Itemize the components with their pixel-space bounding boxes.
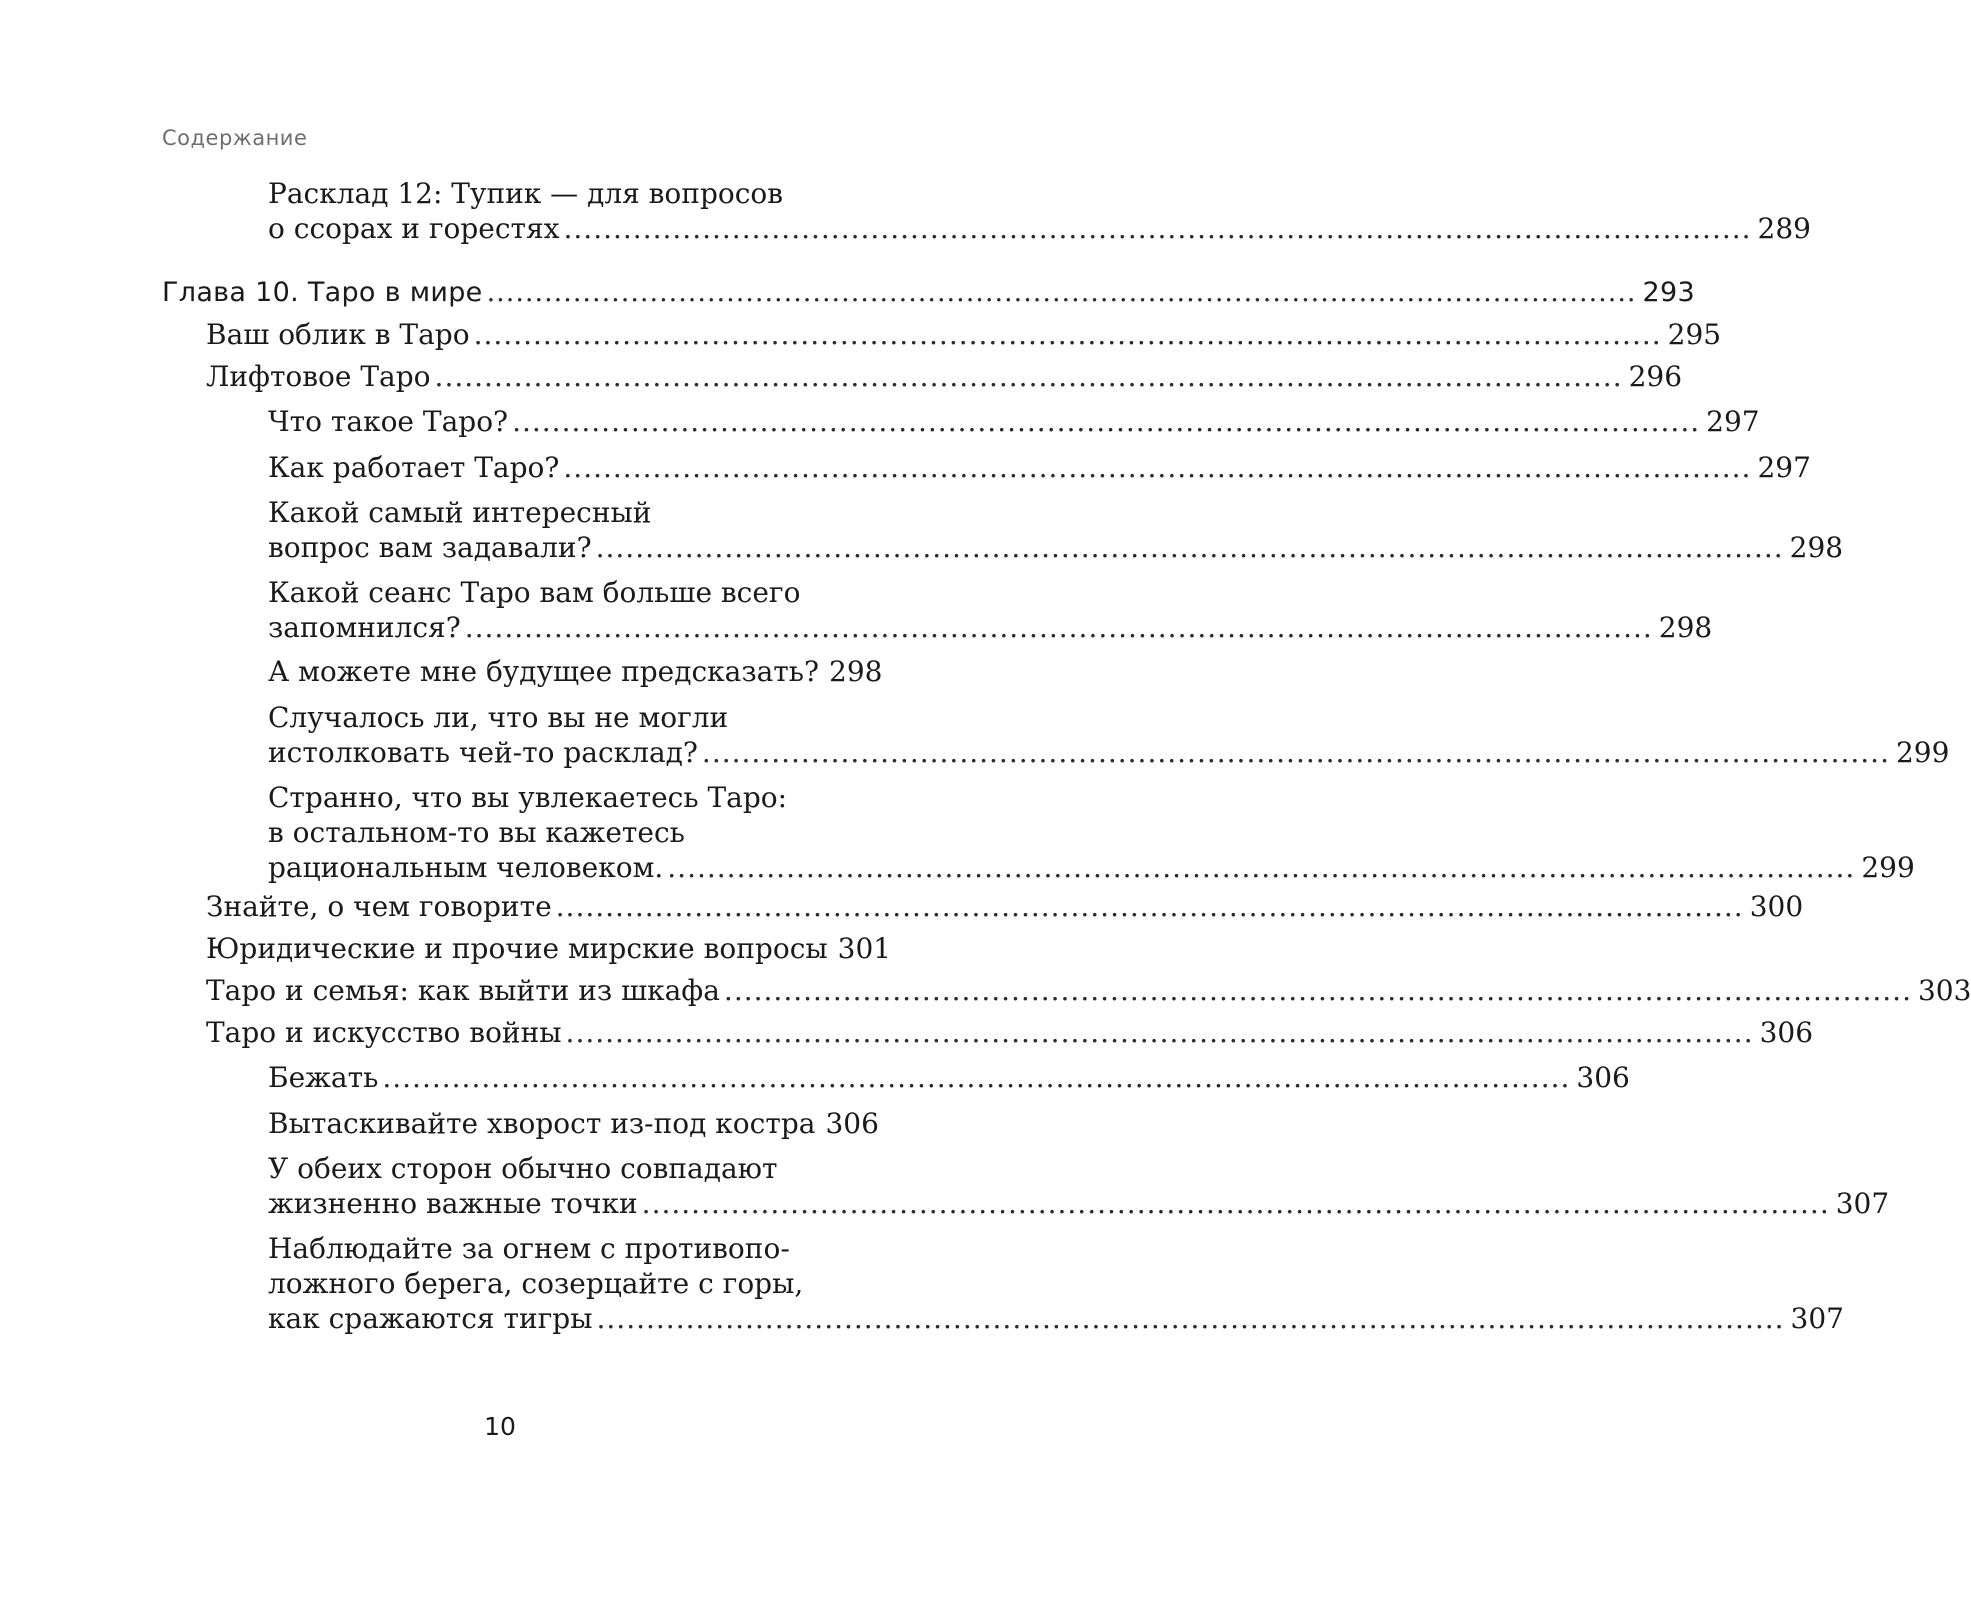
toc-page-number: 295	[1667, 318, 1722, 351]
dot-leader: ........................................................................................................................	[434, 360, 1623, 393]
toc-page-number: 297	[1757, 451, 1811, 484]
toc-entry-title: Таро и семья: как выйти из шкафа	[206, 974, 720, 1007]
toc-entry-title: Юридические и прочие мирские вопросы	[206, 932, 828, 965]
toc-entry-last-line	[268, 211, 1811, 246]
dot-leader: ........................................................................................................................	[563, 451, 1752, 484]
toc-entry-last-line	[268, 450, 1811, 485]
toc-page-number: 299	[1895, 736, 1950, 769]
toc-page-number: 298	[1658, 611, 1713, 644]
toc-entry-title: Знайте, о чем говорите	[206, 890, 552, 923]
toc-entry	[268, 450, 1811, 485]
page-number: 10	[484, 1412, 516, 1441]
toc-entry-title: Ваш облик в Таро	[206, 318, 470, 351]
toc-entry-title: Лифтовое Таро	[206, 360, 431, 393]
toc-entry-last-line	[268, 610, 1713, 645]
toc-entry	[268, 404, 1760, 439]
toc-page-number: 289	[1757, 212, 1811, 245]
dot-leader: ........................................................................................................................	[464, 611, 1653, 644]
toc-entry-line: в остальном-то вы кажетесь	[268, 816, 685, 849]
toc-entry	[206, 1015, 1814, 1050]
toc-entry-last-line	[268, 1186, 1890, 1221]
toc-chapter-entry	[162, 275, 1695, 310]
toc-page-number: 301	[837, 932, 892, 965]
toc-entry-last-line	[268, 654, 883, 689]
toc-entry	[206, 359, 1683, 394]
toc-entry-line: У обеих сторон обычно совпадают	[268, 1152, 778, 1185]
toc-entry	[206, 973, 1971, 1008]
toc-page-number: 298	[1789, 531, 1844, 564]
toc-page-number: 300	[1749, 890, 1804, 923]
toc-page-number: 299	[1861, 851, 1915, 884]
running-head: Содержание	[162, 126, 308, 150]
toc-entry-title: запомнился?	[268, 611, 461, 644]
dot-leader: ........................................................................................................................	[473, 318, 1662, 351]
toc-entry-last-line	[268, 1106, 879, 1141]
toc-entry-title: Как работает Таро?	[268, 451, 560, 484]
toc-entry-title: рациональным человеком.	[268, 851, 664, 884]
dot-leader: ........................................................................................................................	[723, 974, 1912, 1007]
toc-page-number: 303	[1917, 974, 1971, 1007]
toc-entry-line: Наблюдайте за огнем с противопо-	[268, 1232, 790, 1265]
toc-entry-title: как сражаются тигры	[268, 1302, 593, 1335]
toc-entry-title: Таро и искусство войны	[206, 1016, 562, 1049]
dot-leader: ........................................................................................................................	[701, 736, 1890, 769]
toc-entry	[206, 317, 1722, 352]
toc-entry-last-line	[268, 850, 1915, 885]
toc-entry-title: Вытаскивайте хворост из-под костра	[268, 1107, 816, 1140]
dot-leader: ........................................................................................................................	[596, 1302, 1785, 1335]
toc-entry	[268, 495, 1844, 565]
toc-page-number: 298	[829, 655, 883, 688]
toc-page-number: 306	[1759, 1016, 1814, 1049]
toc-entry	[206, 931, 892, 966]
dot-leader: ........................................................................................................................	[486, 277, 1637, 308]
toc-entry-last-line	[206, 1015, 1814, 1050]
toc-entry-line: ложного берега, созерцайте с горы,	[268, 1267, 804, 1300]
toc-entry	[268, 1231, 1844, 1336]
toc-entry-last-line	[268, 1060, 1630, 1095]
dot-leader: ........................................................................................................................	[667, 851, 1856, 884]
toc-entry-title: о ссорах и горестях	[268, 212, 560, 245]
toc-entry-line: Странно, что вы увлекаетесь Таро:	[268, 781, 788, 814]
toc-entry	[268, 1151, 1890, 1221]
toc-entry-title: жизненно важные точки	[268, 1187, 638, 1220]
toc-entry	[268, 1106, 879, 1141]
toc-entry-last-line	[268, 735, 1950, 770]
toc-entry-last-line	[206, 317, 1722, 352]
toc-entry-last-line	[162, 275, 1695, 310]
toc-entry	[268, 780, 1915, 885]
toc-entry	[268, 700, 1950, 770]
dot-leader: ........................................................................................................................	[595, 531, 1784, 564]
toc-entry-last-line	[268, 1301, 1844, 1336]
dot-leader: ........................................................................................................................	[563, 212, 1752, 245]
toc-entry-line: Расклад 12: Тупик — для вопросов	[268, 177, 784, 210]
toc-page-number: 306	[825, 1107, 879, 1140]
toc-entry-title: А можете мне будущее предсказать?	[268, 655, 820, 688]
dot-leader: ........................................................................................................................	[565, 1016, 1754, 1049]
toc-page-number: 296	[1628, 360, 1683, 393]
dot-leader: ........................................................................................................................	[512, 405, 1701, 438]
toc-entry-line: Случалось ли, что вы не могли	[268, 701, 729, 734]
toc-entry-title: истолковать чей-то расклад?	[268, 736, 698, 769]
toc-entry	[268, 575, 1713, 645]
toc-page-number: 307	[1835, 1187, 1890, 1220]
dot-leader: ........................................................................................................................	[382, 1061, 1571, 1094]
dot-leader: ........................................................................................................................	[641, 1187, 1830, 1220]
toc-entry	[268, 654, 883, 689]
toc-page-number: 297	[1706, 405, 1760, 438]
toc-entry-last-line	[206, 931, 892, 966]
toc-entry-last-line	[206, 973, 1971, 1008]
toc-entry-last-line	[268, 530, 1844, 565]
toc-entry-title: вопрос вам задавали?	[268, 531, 592, 564]
dot-leader: ........................................................................................................................	[555, 890, 1744, 923]
toc-entry	[206, 889, 1804, 924]
toc-entry	[268, 1060, 1630, 1095]
toc-entry-last-line	[206, 359, 1683, 394]
toc-entry-title: Что такое Таро?	[268, 405, 509, 438]
toc-entry-title: Бежать	[268, 1061, 379, 1094]
toc-page-number: 306	[1576, 1061, 1630, 1094]
toc-page-number: 293	[1642, 277, 1695, 308]
toc-page-number: 307	[1790, 1302, 1844, 1335]
toc-entry	[268, 176, 1811, 246]
toc-entry-last-line	[268, 404, 1760, 439]
toc-entry-line: Какой самый интересный	[268, 496, 652, 529]
toc-chapter-title: Глава 10. Таро в мире	[162, 277, 483, 308]
toc-entry-last-line	[206, 889, 1804, 924]
toc-entry-line: Какой сеанс Таро вам больше всего	[268, 576, 801, 609]
